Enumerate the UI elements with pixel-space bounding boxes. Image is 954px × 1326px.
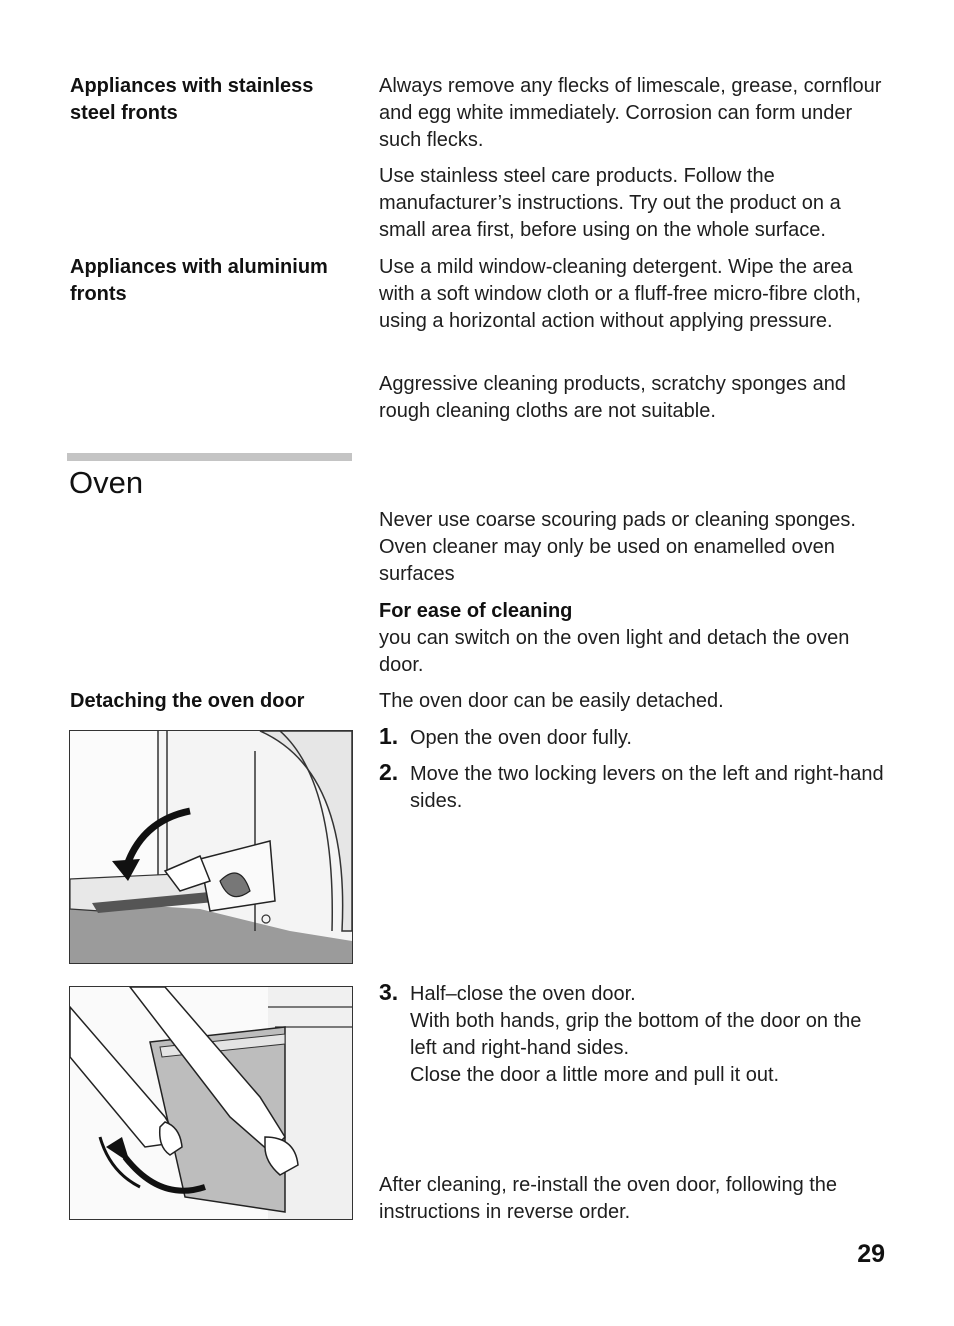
section-title-oven: Oven: [69, 465, 144, 500]
paragraph-aluminium-1: Use a mild window-cleaning detergent. Wipe the area with a soft window cloth or a fluff-free micro-fibre cloth, using a horizontal action without applying pressure.: [379, 256, 862, 332]
heading-aluminium-fronts: Appliances with aluminium fronts: [70, 256, 328, 305]
heading-stainless-steel-fronts: Appliances with stainless steel fronts: [70, 75, 314, 124]
figure-locking-lever: [69, 730, 353, 964]
ease-of-cleaning-text: you can switch on the oven light and detach the oven door.: [379, 627, 850, 676]
step-text: [410, 981, 890, 1089]
paragraph-oven-intro: Never use coarse scouring pads or cleaning sponges. Oven cleaner may only be used on enamelled oven surfaces: [379, 509, 856, 585]
step-3-line-2: With both hands, grip the bottom of the door on the left and right-hand sides.: [410, 1010, 862, 1059]
step-text: Open the oven door fully.: [410, 727, 632, 749]
paragraph-stainless-2: Use stainless steel care products. Follow the manufacturer’s instructions. Try out the product on a small area first, before using on the whole surface.: [379, 165, 841, 241]
paragraph-aluminium-2: Aggressive cleaning products, scratchy sponges and rough cleaning cloths are not suitable.: [379, 373, 846, 422]
step-text: Move the two locking levers on the left and right-hand sides.: [410, 763, 884, 812]
page-number: 29: [857, 1240, 885, 1268]
section-divider-bar: [67, 453, 352, 461]
paragraph-reinstall: After cleaning, re-install the oven door, following the instructions in reverse order.: [379, 1174, 838, 1223]
oven-door-locking-lever-illustration-icon: [70, 731, 352, 963]
paragraph-stainless-1: Always remove any flecks of limescale, grease, cornflour and egg white immediately. Corrosion can form under such flecks.: [379, 75, 882, 151]
ease-of-cleaning-heading: For ease of cleaning: [379, 600, 573, 622]
step-3-line-3: Close the door a little more and pull it out.: [410, 1064, 780, 1086]
ease-of-cleaning-block: [379, 598, 889, 679]
step-number: 3.: [379, 979, 399, 1005]
figure-door-removal: [69, 986, 353, 1220]
step-3-line-1: Half–close the oven door.: [410, 983, 636, 1005]
step-number: 1.: [379, 723, 399, 749]
step-number: 2.: [379, 759, 399, 785]
oven-door-removal-hands-illustration-icon: [70, 987, 352, 1219]
heading-detaching-oven-door: Detaching the oven door: [70, 690, 305, 712]
paragraph-detach-intro: The oven door can be easily detached.: [379, 690, 724, 712]
